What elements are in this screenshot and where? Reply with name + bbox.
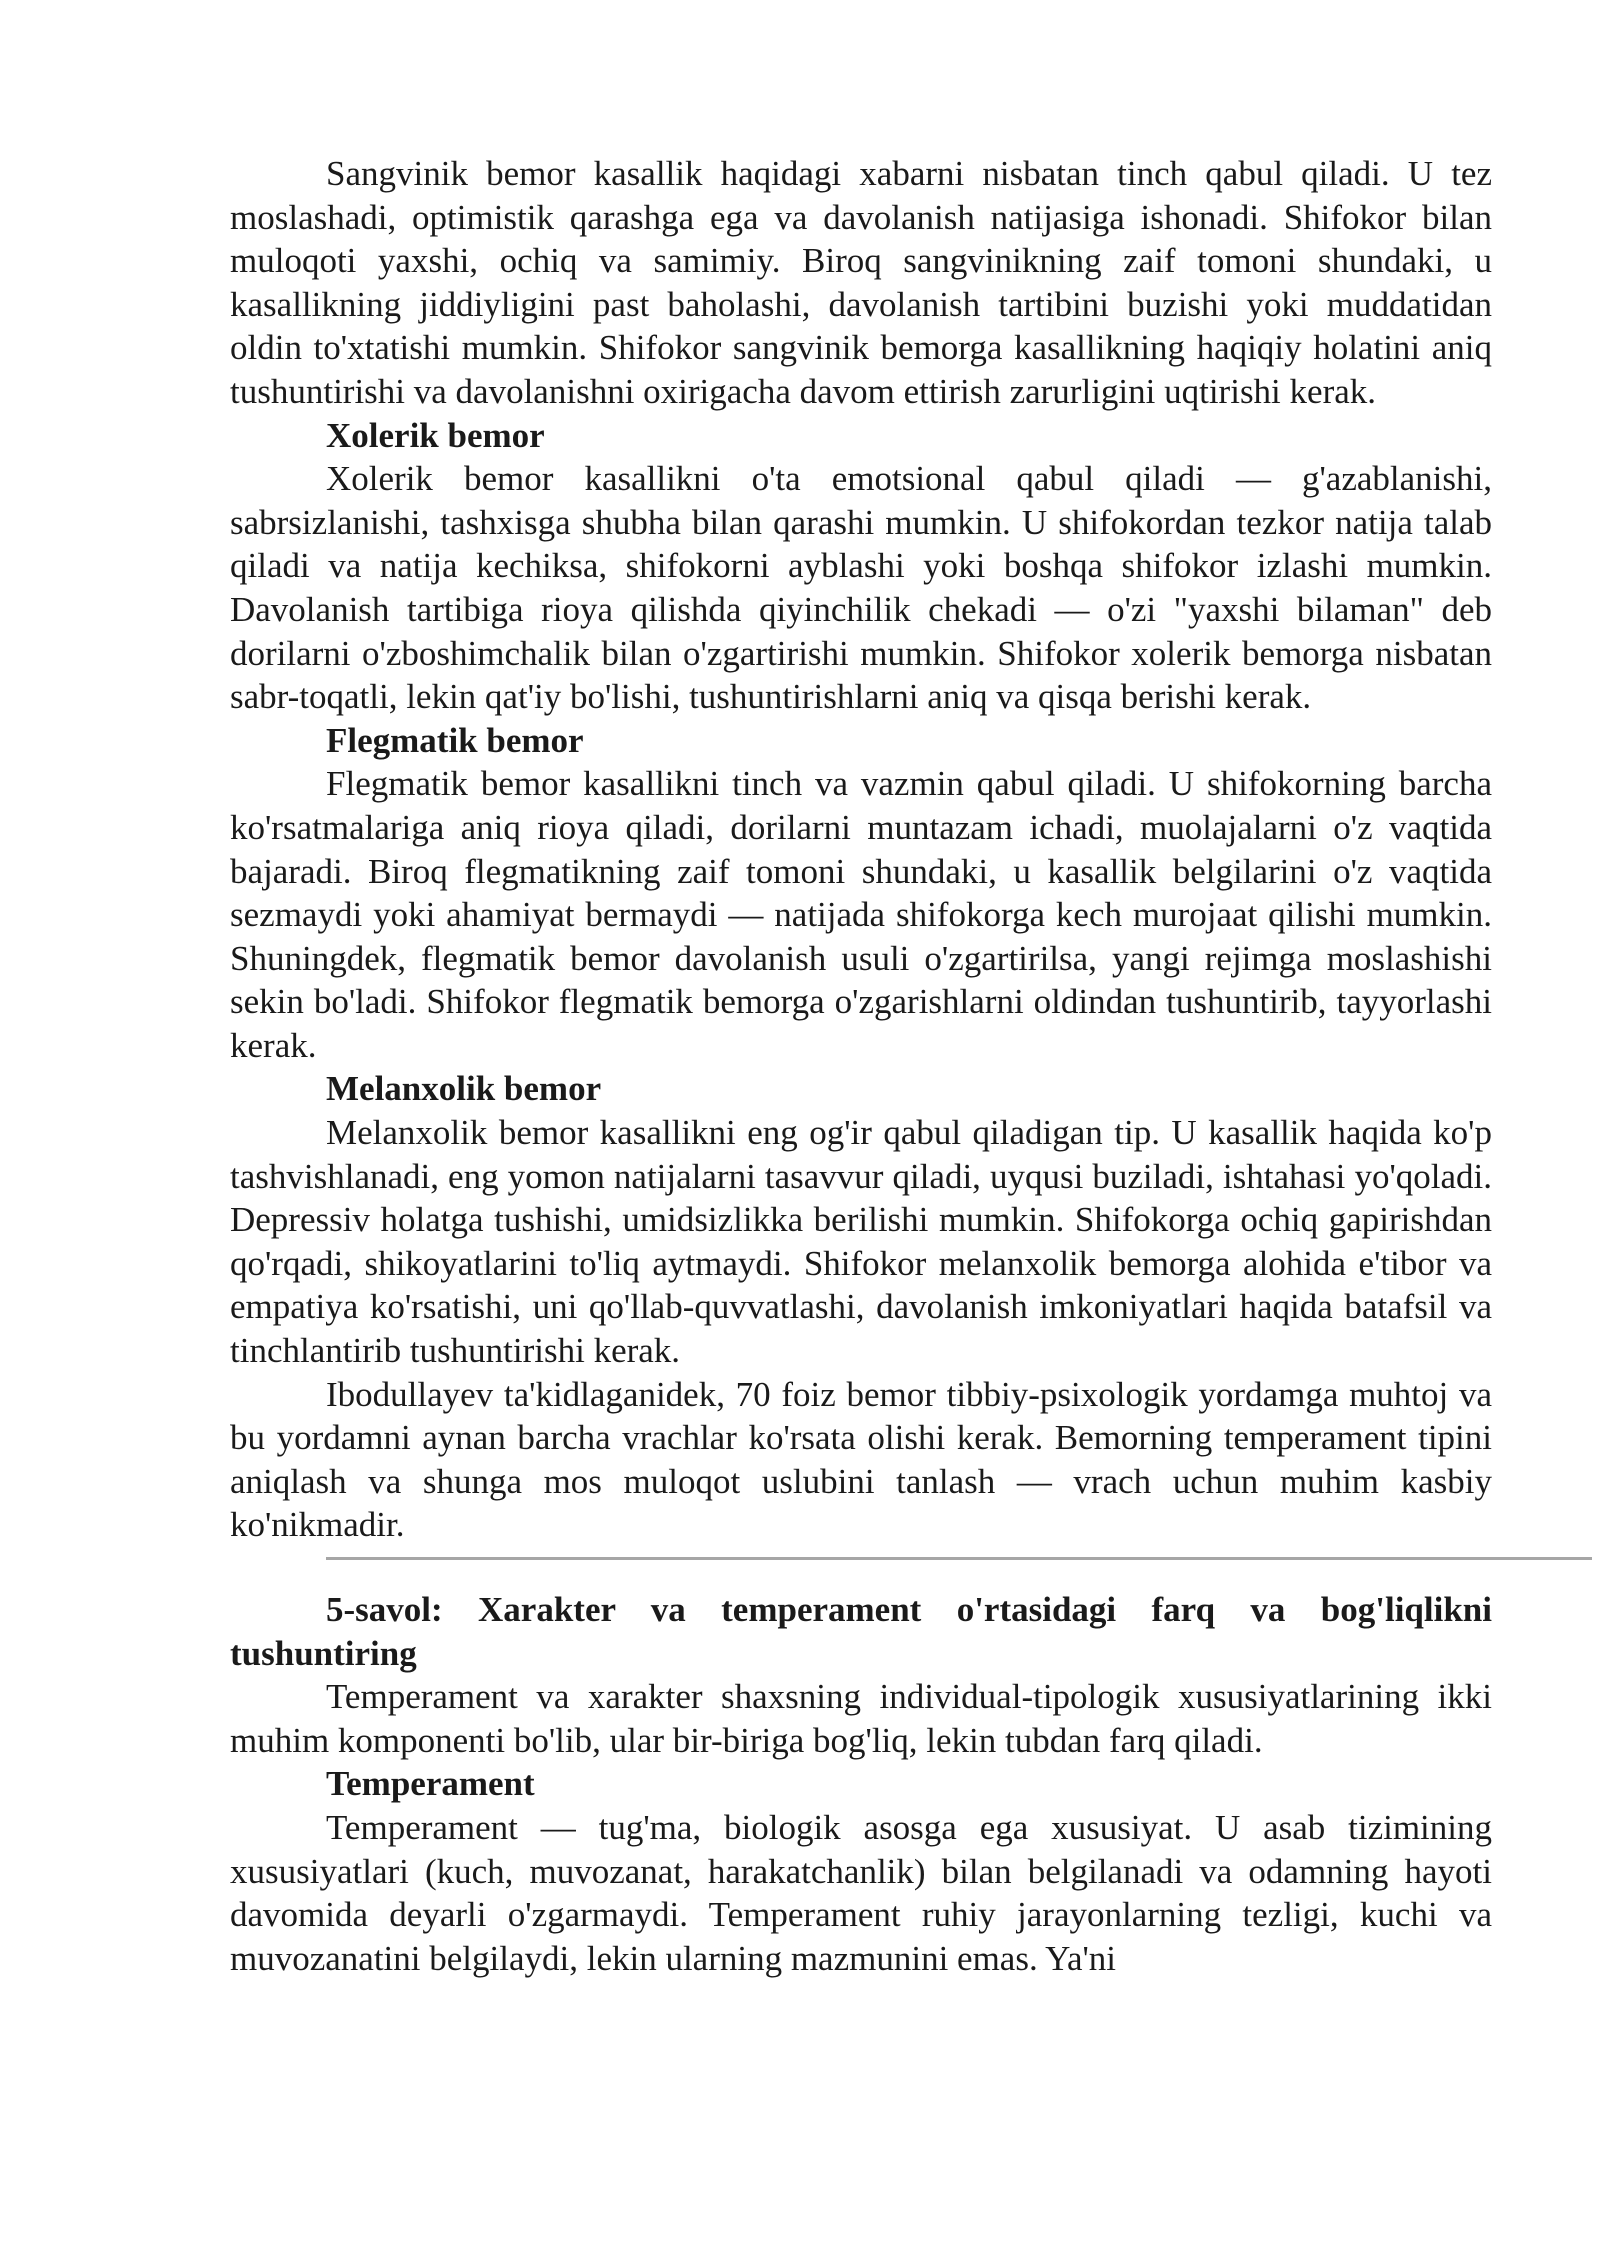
temperament-heading: Temperament — [326, 1764, 535, 1804]
xolerik-paragraph: Xolerik bemor kasallikni o'ta emotsional qabul qiladi — g'azablanishi, sabrsizlanishi, tashxisga shubha bilan qarashi mumkin. U shifokordan tezkor natija talab qiladi va natija kechiksa, shifokorni ayblashi yoki boshqa shifokor izlashi mumkin. Davolanish tartibiga rioya qilishda qiyinchilik chekadi — o'zi "yaxshi bilaman" deb dorilarni o'zboshimchalik bilan o'zgartirishi mumkin. Shifokor xolerik bemorga nisbatan sabr-toqatli, lekin qat'iy bo'lishi, tushuntirishlarni aniq va qisqa berishi kerak. — [230, 459, 1492, 717]
question5-heading: 5-savol: Xarakter va temperament o'rtasidagi farq va bog'liqlikni tushuntiring — [230, 1590, 1492, 1673]
temperament-paragraph: Temperament — tug'ma, biologik asosga ega xususiyat. U asab tizimining xususiyatlari (kuch, muvozanat, harakatchanlik) bilan belgilanadi va odamning hayoti davomida deyarli o'zgarmaydi. Temperament ruhiy jarayonlarning tezligi, kuchi va muvozanatini belgilaydi, lekin ularning mazmunini emas. Ya'ni — [230, 1807, 1492, 1978]
ibodullayev-paragraph: Ibodullayev ta'kidlaganidek, 70 foiz bemor tibbiy-psixologik yordamga muhtoj va bu yordamni aynan barcha vrachlar ko'rsata olishi kerak. Bemorning temperament tipini aniqlash va shunga mos muloqot uslubini tanlash — vrach uchun muhim kasbiy ko'nikmadir. — [230, 1374, 1492, 1545]
melanxolik-paragraph: Melanxolik bemor kasallikni eng og'ir qabul qiladigan tip. U kasallik haqida ko'p tashvishlanadi, eng yomon natijalarni tasavvur qiladi, uyqusi buziladi, ishtahasi yo'qoladi. Depressiv holatga tushishi, umidsizlikka berilishi mumkin. Shifokorga ochiq gapirishdan qo'rqadi, shikoyatlarini to'liq aytmaydi. Shifokor melanxolik bemorga alohida e'tibor va empatiya ko'rsatishi, uni qo'llab-quvvatlashi, davolanish imkoniyatlari haqida batafsil va tinchlantirib tushuntirishi kerak. — [230, 1113, 1492, 1371]
xolerik-heading: Xolerik bemor — [326, 415, 545, 455]
flegmatik-heading: Flegmatik bemor — [326, 720, 584, 760]
flegmatik-paragraph: Flegmatik bemor kasallikni tinch va vazmin qabul qiladi. U shifokorning barcha ko'rsatmalariga aniq rioya qiladi, dorilarni muntazam ichadi, muolajalarni o'z vaqtida bajaradi. Biroq flegmatikning zaif tomoni shundaki, u kasallik belgilarini o'z vaqtida sezmaydi yoki ahamiyat bermaydi — natijada shifokorga kech murojaat qilishi mumkin. Shuningdek, flegmatik bemor davolanish usuli o'zgartirilsa, yangi rejimga moslashishi sekin bo'ladi. Shifokor flegmatik bemorga o'zgarishlarni oldindan tushuntirib, tayyorlashi kerak. — [230, 764, 1492, 1065]
melanxolik-heading: Melanxolik bemor — [326, 1069, 602, 1109]
horizontal-divider — [326, 1557, 1592, 1560]
document-page — [230, 152, 1492, 1980]
sangvinik-paragraph: Sangvinik bemor kasallik haqidagi xabarni nisbatan tinch qabul qiladi. U tez moslashadi, optimistik qarashga ega va davolanish natijasiga ishonadi. Shifokor bilan muloqoti yaxshi, ochiq va samimiy. Biroq sangvinikning zaif tomoni shundaki, u kasallikning jiddiyligini past baholashi, davolanish tartibini buzishi yoki muddatidan oldin to'xtatishi mumkin. Shifokor sangvinik bemorga kasallikning haqiqiy holatini aniq tushuntirishi va davolanishni oxirigacha davom ettirish zarurligini uqtirishi kerak. — [230, 154, 1492, 411]
question5-intro-paragraph: Temperament va xarakter shaxsning individual-tipologik xususiyatlarining ikki muhim komponenti bo'lib, ular bir-biriga bog'liq, lekin tubdan farq qiladi. — [230, 1677, 1492, 1760]
